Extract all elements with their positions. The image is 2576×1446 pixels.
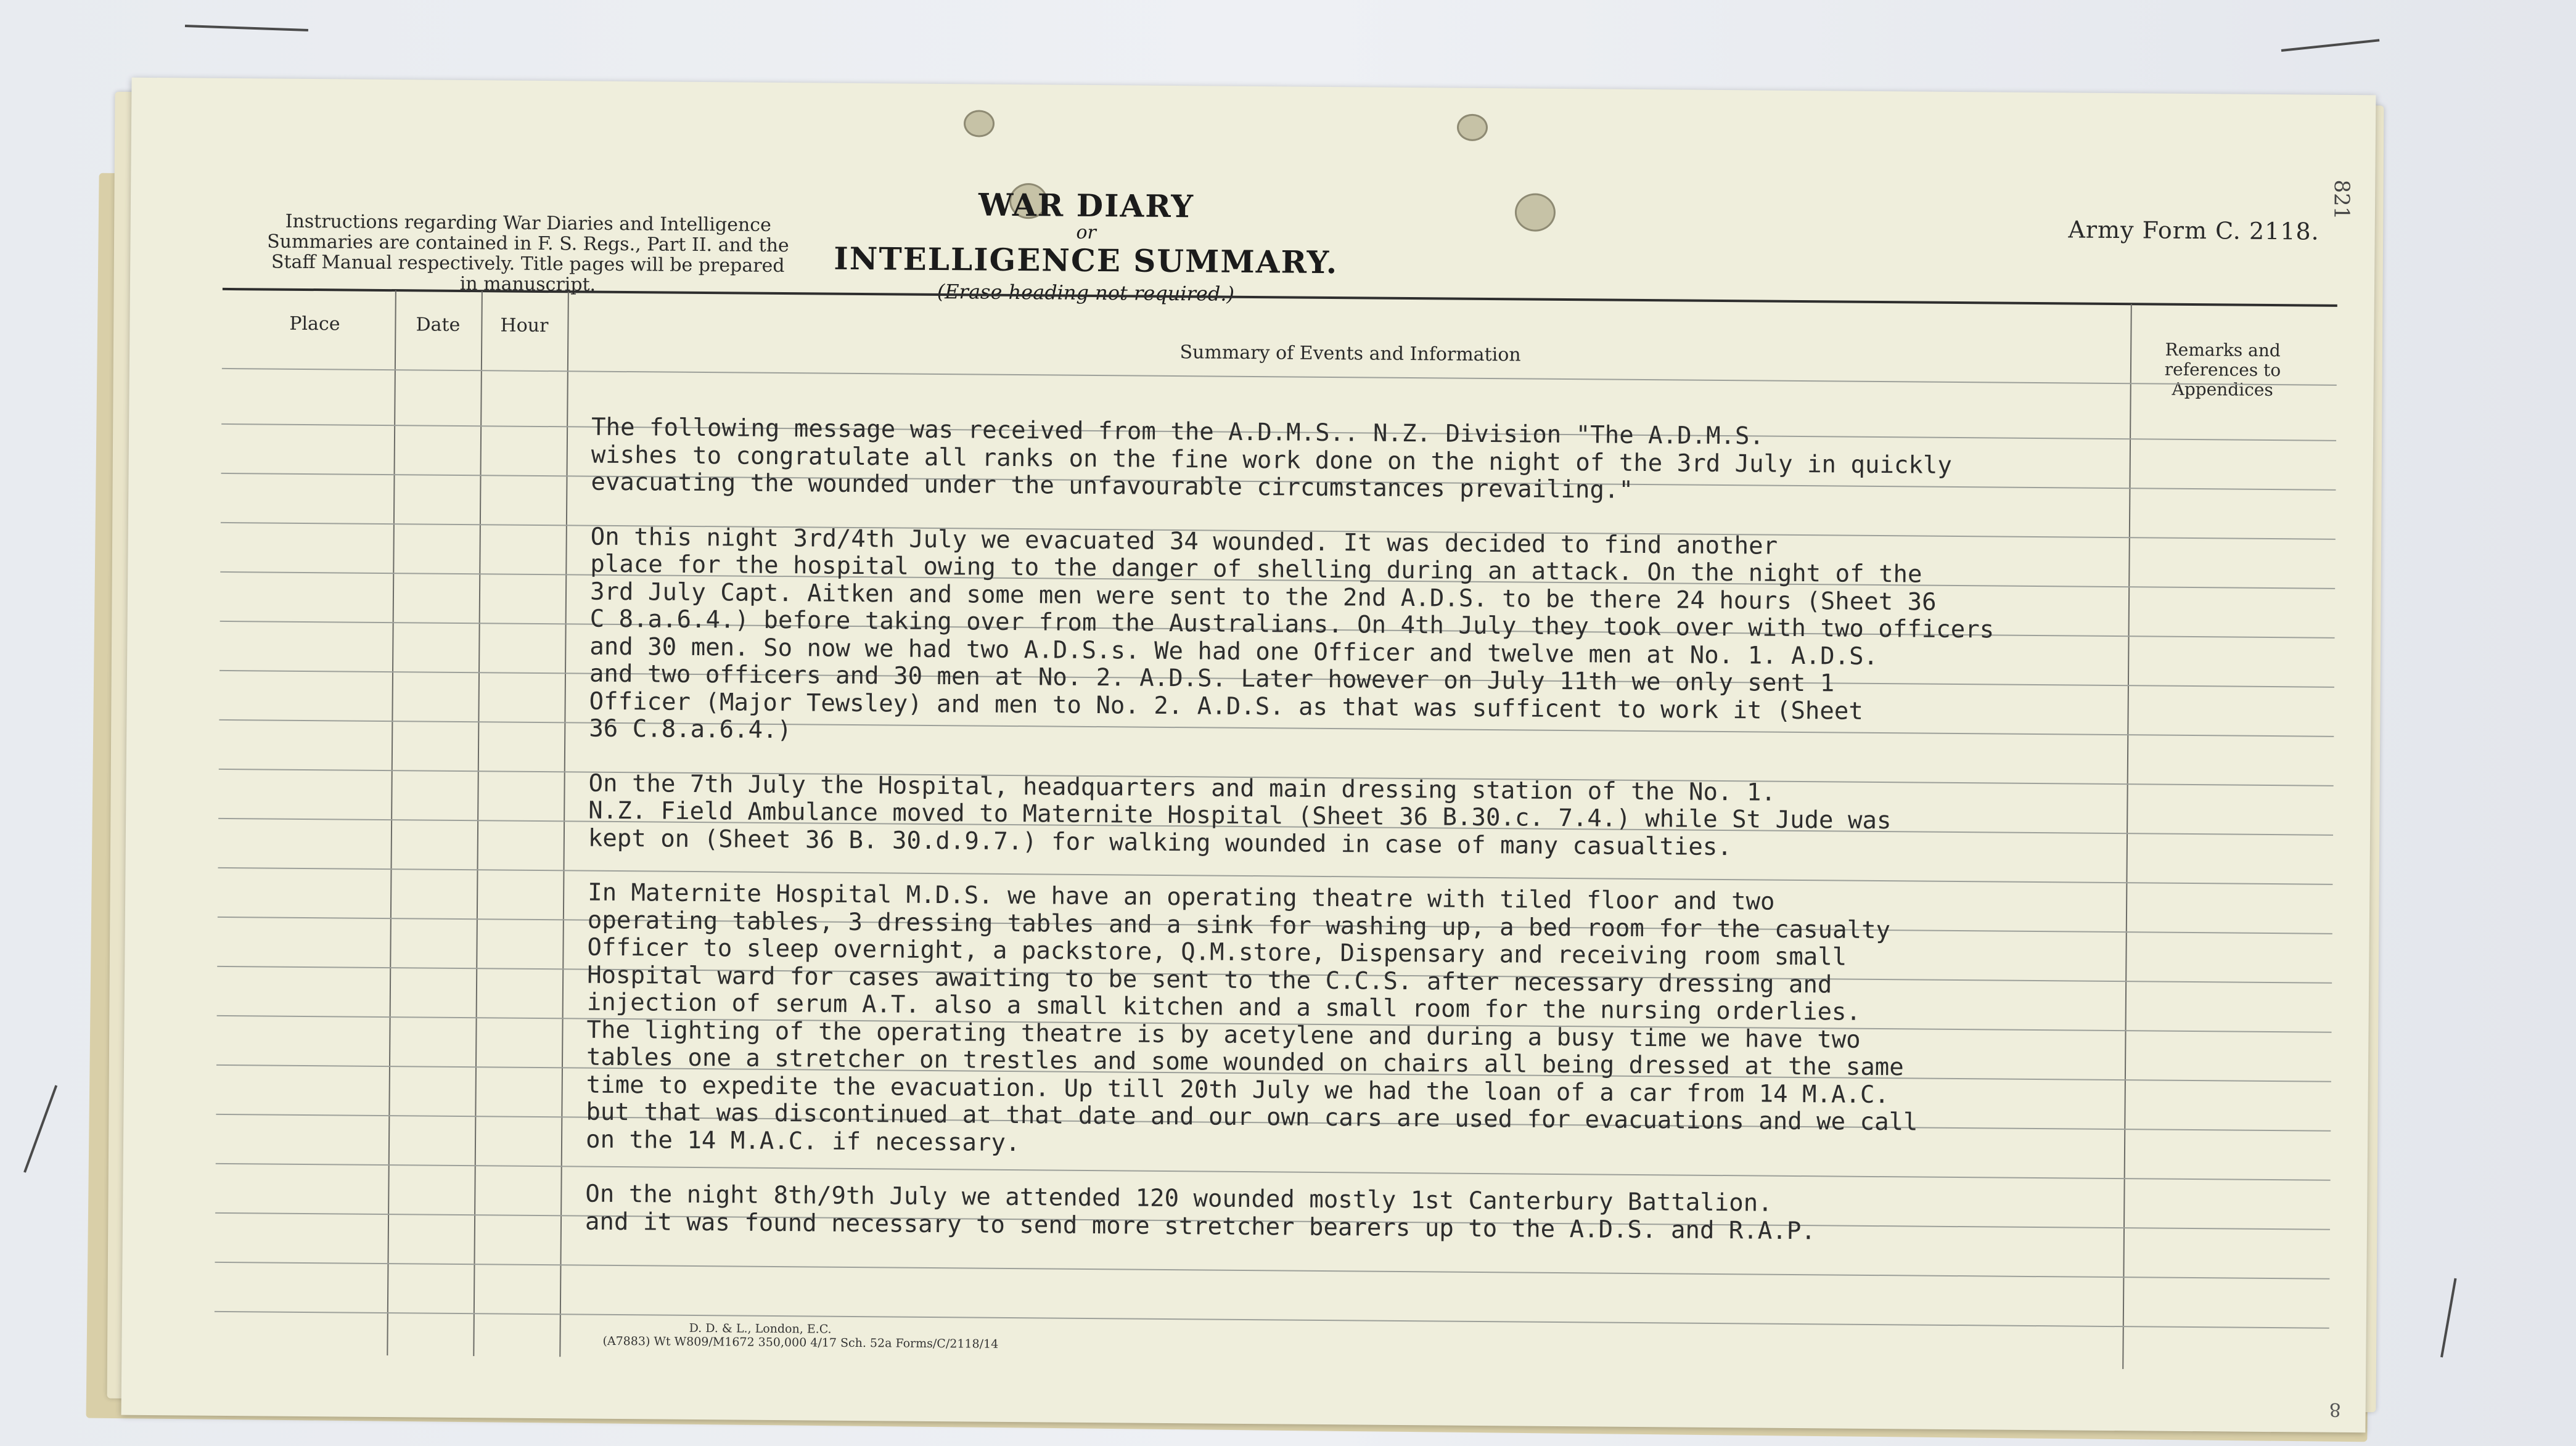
title-or: or xyxy=(1076,221,1096,244)
corner-number: 8 xyxy=(2329,1398,2341,1420)
ruled-line xyxy=(215,1311,2329,1329)
title-war-diary: WAR DIARY xyxy=(978,186,1195,225)
column-divider xyxy=(387,290,396,1355)
printer-line: D. D. & L., London, E.C. xyxy=(689,1321,832,1336)
column-header-summary: Summary of Events and Information xyxy=(1179,341,1521,366)
column-divider xyxy=(473,291,483,1356)
page-number: 821 xyxy=(2329,179,2354,220)
war-diary-page xyxy=(121,78,2376,1433)
column-divider xyxy=(559,292,569,1357)
title-intelligence-summary: INTELLIGENCE SUMMARY. xyxy=(834,240,1339,281)
printer-imprint xyxy=(602,1321,998,1351)
entry-paragraph: On the night 8th/9th July we attended 120 wounded mostly 1st Canterbury Battalion. and it was found necessary to send more stretcher bearers up to the A.D.S. and R.A.P. xyxy=(585,1180,1816,1245)
summary-text xyxy=(585,414,2219,1276)
entry-paragraph: In Maternite Hospital M.D.S. we have an operating theatre with tiled floor and two operating tables, 3 dressing tables and a sink for washing up, a bed room for the casualty Officer to sleep overnight, a packstore, Q.M.store, Dispensary and receiving room small Hospital ward for cases awaiting to be sent to the C.C.S. after necessary dressing and injection of serum A.T. also a small kitchen and a small room for the nursing orderlies. The lighting of the operating theatre is by acetylene and during a busy time we have two tables one a stretcher on trestles and some wounded on chairs all being dressed at the same time to expedite the evacuation. Up till 20th July we had the loan of a car from 14 M.A.C. but that was discontinued at that date and our own cars are used for evacuations and we call on the 14 M.A.C. if necessary. xyxy=(585,878,1918,1157)
title-note: (Erase heading not required.) xyxy=(937,280,1235,306)
column-header-date: Date xyxy=(416,314,461,336)
form-title xyxy=(777,185,1395,307)
binder-hole xyxy=(1515,193,1556,232)
instructions-note: Instructions regarding War Diaries and Intelligence Summaries are contained in F. S. Regs., Part II. and the Staff Manual respectively. Title pages will be prepared in manuscript. xyxy=(267,210,789,296)
entry-paragraph: On the 7th July the Hospital, headquarters and main dressing station of the No. 1. N.Z. Field Ambulance moved to Maternite Hospital (Sheet 36 B.30.c. 7.4.) while St Jude was kept on (Sheet 36 B. 30.d.9.7.) for walking wounded in case of many casualties. xyxy=(588,769,1892,861)
punch-hole xyxy=(964,110,995,137)
army-form-number: Army Form C. 2118. xyxy=(2068,216,2320,245)
printer-line: (A7883) Wt W809/M1672 350,000 4/17 Sch. 52a Forms/C/2118/14 xyxy=(602,1334,999,1351)
entry-paragraph: On this night 3rd/4th July we evacuated 34 wounded. It was decided to find another place for the hospital owing to the danger of shelling during an attack. On the night of the 3rd July Capt. Aitken and some men were sent to the 2nd A.D.S. to be there 24 hours (Sheet 36 C 8.a.6.4.) before taking over from the Australians. On 4th July they took over with two officers and 30 men. So now we had two A.D.S.s. We had one Officer and twelve men at No. 1. A.D.S. and two officers and 30 men at No. 2. A.D.S. Later however on July 11th we only sent 1 Officer (Major Tewsley) and men to No. 2. A.D.S. as that was sufficent to work it (Sheet 36 C.8.a.6.4.) xyxy=(589,523,1995,745)
column-header-place: Place xyxy=(289,312,340,335)
ruled-line xyxy=(222,368,2337,386)
column-header-remarks: Remarks and references to Appendices xyxy=(2164,339,2281,401)
entry-paragraph: The following message was received from the A.D.M.S.. N.Z. Division "The A.D.M.S. wishes to congratulate all ranks on the fine work done on the night of the 3rd July in quickly evacuating the wounded under the unfavourable circumstances prevailing." xyxy=(591,413,1953,504)
punch-hole xyxy=(1457,114,1488,141)
column-header-hour: Hour xyxy=(500,314,549,337)
